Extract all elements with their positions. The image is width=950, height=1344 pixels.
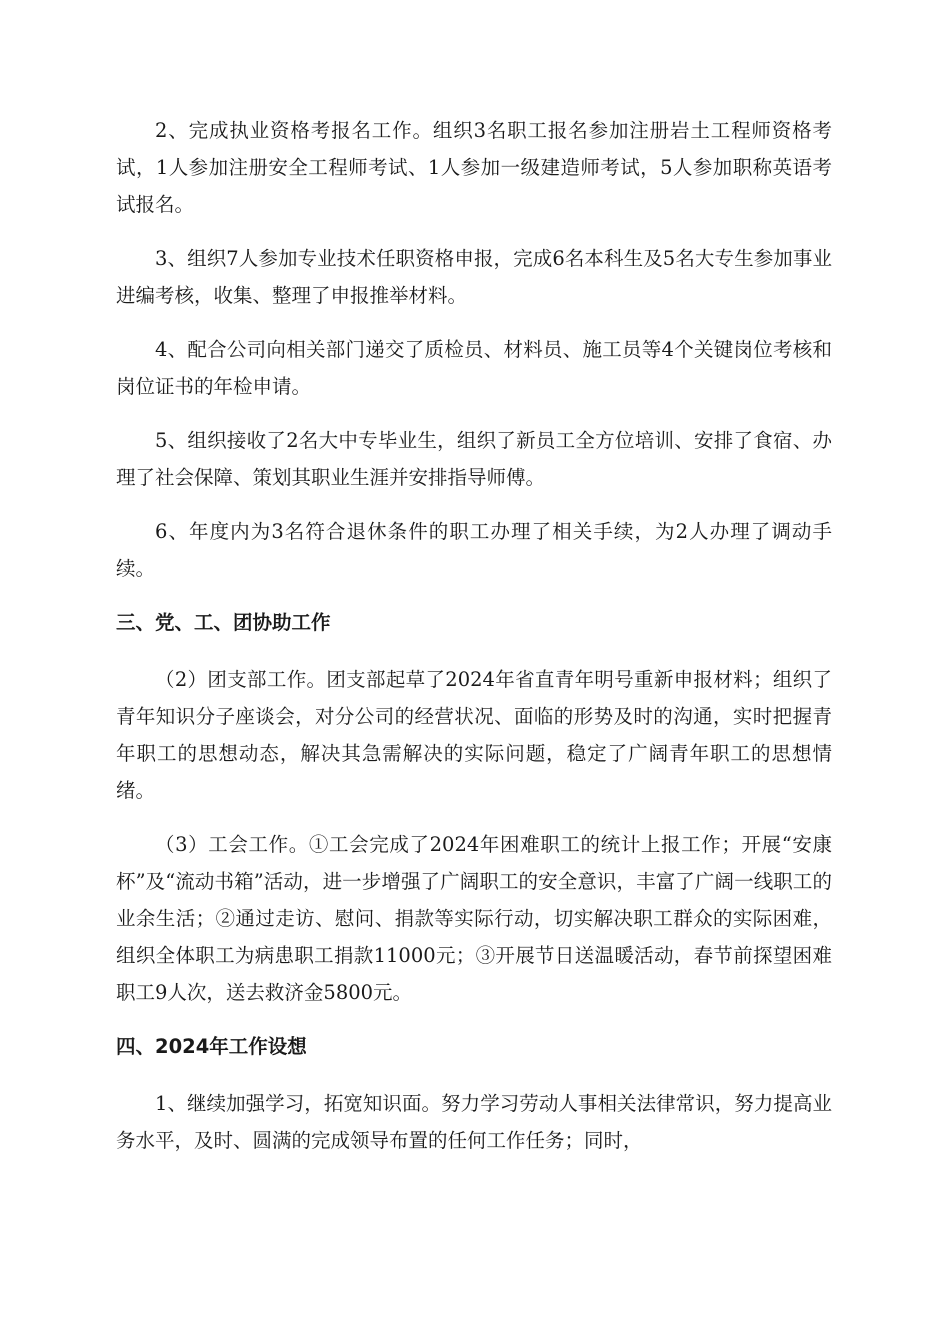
document-body bbox=[116, 112, 832, 1176]
section-heading-4: 四、2024年工作设想 bbox=[116, 1035, 307, 1058]
paragraph-trade-union: （3）工会工作。①工会完成了2024年困难职工的统计上报工作；开展“安康杯”及“流动书箱”活动，进一步增强了广阔职工的安全意识，丰富了广阔一线职工的业余生活；②通过走访、慰问、捐款等实际行动，切实解决职工群众的实际困难，组织全体职工为病患职工捐款11000元；③开展节日送温暖活动，春节前探望困难职工9人次，送去救济金5800元。 bbox=[116, 833, 832, 1004]
paragraph-league-branch: （2）团支部工作。团支部起草了2024年省直青年明号重新申报材料；组织了青年知识分子座谈会，对分公司的经营状况、面临的形势及时的沟通，实时把握青年职工的思想动态，解决其急需解决的实际问题，稳定了广阔青年职工的思想情绪。 bbox=[116, 668, 832, 802]
paragraph-item-2: 2、完成执业资格考报名工作。组织3名职工报名参加注册岩土工程师资格考试，1人参加注册安全工程师考试、1人参加一级建造师考试，5人参加职称英语考试报名。 bbox=[116, 119, 832, 216]
paragraph-item-4: 4、配合公司向相关部门递交了质检员、材料员、施工员等4个关键岗位考核和岗位证书的年检申请。 bbox=[116, 338, 832, 398]
paragraph-plan-1: 1、继续加强学习，拓宽知识面。努力学习劳动人事相关法律常识，努力提高业务水平，及时、圆满的完成领导布置的任何工作任务；同时， bbox=[116, 1092, 832, 1152]
paragraph-item-5: 5、组织接收了2名大中专毕业生，组织了新员工全方位培训、安排了食宿、办理了社会保障、策划其职业生涯并安排指导师傅。 bbox=[116, 429, 832, 489]
paragraph-item-3: 3、组织7人参加专业技术任职资格申报，完成6名本科生及5名大专生参加事业进编考核，收集、整理了申报推举材料。 bbox=[116, 247, 832, 307]
section-heading-3: 三、党、工、团协助工作 bbox=[116, 611, 331, 634]
paragraph-item-6: 6、年度内为3名符合退休条件的职工办理了相关手续，为2人办理了调动手续。 bbox=[116, 520, 832, 580]
